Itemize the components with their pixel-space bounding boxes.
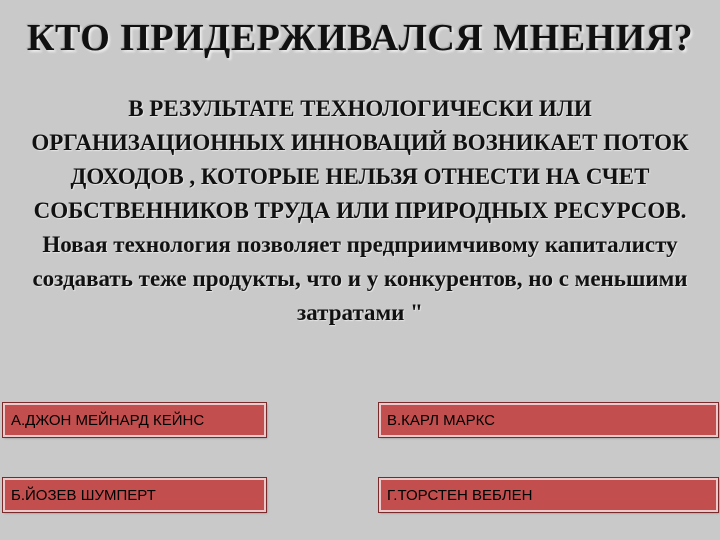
answer-label-a: А.ДЖОН МЕЙНАРД КЕЙНС xyxy=(11,411,205,429)
slide-title: КТО ПРИДЕРЖИВАЛСЯ МНЕНИЯ? xyxy=(26,17,694,59)
answer-label-b: Б.ЙОЗЕВ ШУМПЕРТ xyxy=(11,486,156,504)
quote-lower: Новая технология позволяет предприимчивому капиталисту создавать теже продукты, что и у конкурентов, но с меньшими затратами " xyxy=(32,232,688,325)
answer-button-a[interactable] xyxy=(3,403,266,437)
answer-button-g[interactable] xyxy=(379,478,718,512)
answer-label-g: Г.ТОРСТЕН ВЕБЛЕН xyxy=(387,486,533,504)
quote-upper: В РЕЗУЛЬТАТЕ ТЕХНОЛОГИЧЕСКИ ИЛИ ОРГАНИЗАЦИОННЫХ ИННОВАЦИЙ ВОЗНИКАЕТ ПОТОК ДОХОДОВ , КОТОРЫЕ НЕЛЬЗЯ ОТНЕСТИ НА СЧЕТ СОБСТВЕННИКОВ ТРУДА ИЛИ ПРИРОДНЫХ РЕСУРСОВ. xyxy=(31,96,689,223)
answer-button-v[interactable] xyxy=(379,403,718,437)
answer-button-b[interactable] xyxy=(3,478,266,512)
quote-text xyxy=(12,92,708,330)
answer-label-v: В.КАРЛ МАРКС xyxy=(387,411,495,429)
